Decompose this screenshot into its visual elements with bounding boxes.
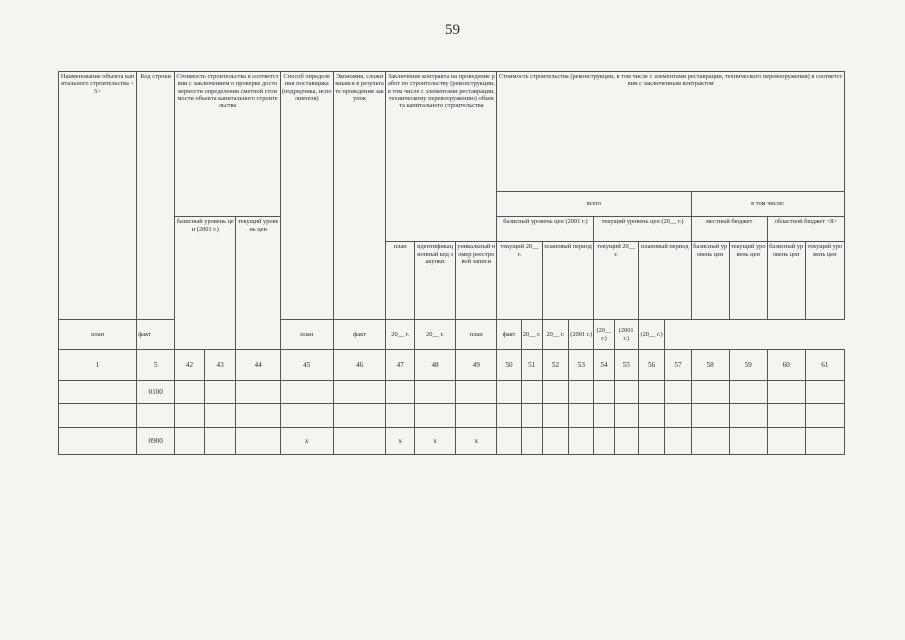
row-method <box>280 381 333 404</box>
header-contract: Заключение контракта на проведение работ по строительству (реконструкции, в том числе с элементами реставрации, техническому перевооружению) объекта капитального строительства <box>386 72 497 242</box>
column-number: 55 <box>614 349 638 381</box>
header-regional-current: текущий уровень цен <box>805 242 844 320</box>
column-number: 43 <box>204 349 236 381</box>
row-cell-48: x <box>414 427 455 454</box>
column-number: 48 <box>414 349 455 381</box>
column-number: 53 <box>569 349 594 381</box>
row-cell-48 <box>414 381 455 404</box>
header-base-planned: плановый период <box>542 242 594 320</box>
column-number: 44 <box>236 349 280 381</box>
header-regional-base: базисный уровень цен <box>767 242 805 320</box>
header-local-budget: местный бюджет <box>691 217 767 242</box>
header-fact-short: факт <box>497 320 521 349</box>
row-cell-47 <box>386 381 415 404</box>
header-plan-short: план <box>280 320 333 349</box>
report-table <box>58 71 845 455</box>
row-code <box>137 404 175 427</box>
column-number: 59 <box>729 349 767 381</box>
table-row <box>59 427 845 454</box>
header-total: всего <box>497 191 691 216</box>
header-local-base: базисный уровень цен <box>691 242 729 320</box>
column-number: 45 <box>280 349 333 381</box>
column-number: 46 <box>333 349 386 381</box>
header-regional-budget: областной бюджет <8> <box>767 217 844 242</box>
column-number: 42 <box>175 349 205 381</box>
header-contract-registry: уникальный номер реестровой записи <box>456 242 497 320</box>
column-number: 52 <box>542 349 568 381</box>
row-cell-49 <box>456 404 497 427</box>
header-year: 20__ г. <box>542 320 568 349</box>
row-cell-49: x <box>456 427 497 454</box>
header-supplier-method: Способ определения поставщика (подрядчика, исполнителя) <box>280 72 333 320</box>
header-cost-base: базисный уровень цен (2001 г.) <box>175 217 236 350</box>
header-year: 20__ г. <box>386 320 415 349</box>
column-number: 50 <box>497 349 521 381</box>
header-year-2001: (2001 г.) <box>614 320 638 349</box>
column-number: 58 <box>691 349 729 381</box>
column-number: 1 <box>59 349 137 381</box>
column-number: 54 <box>594 349 614 381</box>
row-cell-48 <box>414 404 455 427</box>
header-row-code: Код строки <box>137 72 175 320</box>
header-current-planned: плановый период <box>638 242 691 320</box>
header-year: 20__ г. <box>521 320 542 349</box>
header-contract-id: идентификационный код закупки <box>414 242 455 320</box>
column-number: 49 <box>456 349 497 381</box>
column-number: 51 <box>521 349 542 381</box>
header-year-2001: (2001 г.) <box>569 320 594 349</box>
header-cost-current: текущий уровень цен <box>236 217 280 350</box>
row-cell-47: x <box>386 427 415 454</box>
row-method: x <box>280 427 333 454</box>
column-number: 5 <box>137 349 175 381</box>
row-cell-49 <box>456 381 497 404</box>
table-row <box>59 381 845 404</box>
row-code: 0100 <box>137 381 175 404</box>
header-base-current-year: текущий 20__ г. <box>497 242 542 320</box>
header-base-2001: базисный уровень цен (2001 г.) <box>497 217 594 242</box>
header-economy: Экономия, сложившаяся в результате проведения закупок <box>333 72 386 320</box>
row-cell-47 <box>386 404 415 427</box>
header-contract-plan: план <box>386 242 415 320</box>
column-number: 47 <box>386 349 415 381</box>
header-current-20: текущий уровень цен (20__ г.) <box>594 217 691 242</box>
column-number: 56 <box>638 349 664 381</box>
header-year-20: (20__ г.) <box>594 320 614 349</box>
header-plan: план <box>59 320 137 349</box>
header-fact: факт <box>137 320 175 349</box>
header-contract-cost: Стоимость строительства (реконструкции, в том числе с элементами реставрации, технического перевооружения) в соответствии с заключенным контрактом <box>497 72 845 192</box>
header-local-current: текущий уровень цен <box>729 242 767 320</box>
column-number: 60 <box>767 349 805 381</box>
page-number: 59 <box>445 22 460 38</box>
header-object-name: Наименование объекта капитального строительства <5> <box>59 72 137 320</box>
header-cost-estimate: Стоимость строительства в соответствии с заключением о проверке достоверности определения сметной стоимости объекта капитального строительства <box>175 72 281 217</box>
table-row <box>59 404 845 427</box>
column-number: 57 <box>665 349 691 381</box>
row-method <box>280 404 333 427</box>
column-number: 61 <box>805 349 844 381</box>
header-year: 20__ г. <box>414 320 455 349</box>
header-year-20: (20__ г.) <box>638 320 664 349</box>
header-plan-short: план <box>456 320 497 349</box>
header-current-current-year: текущий 20__ г. <box>594 242 638 320</box>
row-code: 0900 <box>137 427 175 454</box>
header-including: в том числе: <box>691 191 844 216</box>
header-fact-short: факт <box>333 320 386 349</box>
